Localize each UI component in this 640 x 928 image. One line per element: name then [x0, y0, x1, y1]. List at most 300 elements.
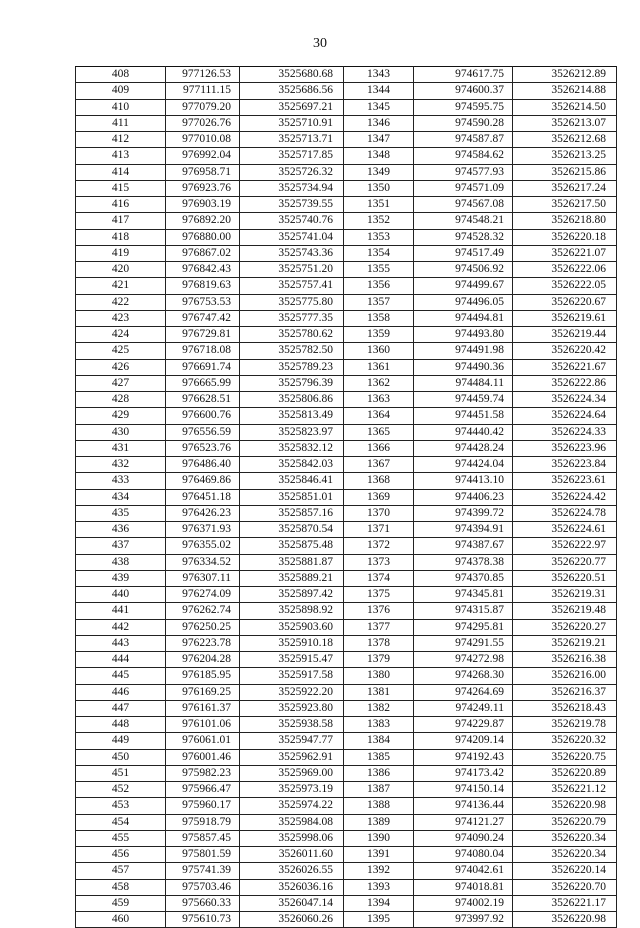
y-coordinate-right-cell: 3526214.88	[513, 83, 617, 99]
x-coordinate-right-cell: 974264.69	[414, 684, 513, 700]
point-number-right-cell: 1349	[344, 164, 414, 180]
x-coordinate-right-cell: 974496.05	[414, 294, 513, 310]
point-number-left-cell: 414	[76, 164, 166, 180]
x-coordinate-left-cell: 975918.79	[166, 814, 240, 830]
y-coordinate-left-cell: 3525974.22	[240, 798, 344, 814]
y-coordinate-left-cell: 3525898.92	[240, 603, 344, 619]
point-number-left-cell: 426	[76, 359, 166, 375]
table-row	[76, 473, 617, 489]
y-coordinate-right-cell: 3526224.34	[513, 392, 617, 408]
y-coordinate-right-cell: 3526221.17	[513, 895, 617, 911]
y-coordinate-left-cell: 3525686.56	[240, 83, 344, 99]
table-row	[76, 749, 617, 765]
point-number-left-cell: 413	[76, 148, 166, 164]
point-number-right-cell: 1373	[344, 554, 414, 570]
table-row	[76, 229, 617, 245]
point-number-right-cell: 1377	[344, 619, 414, 635]
x-coordinate-right-cell: 974370.85	[414, 570, 513, 586]
point-number-right-cell: 1355	[344, 262, 414, 278]
point-number-left-cell: 411	[76, 115, 166, 131]
y-coordinate-left-cell: 3525938.58	[240, 717, 344, 733]
x-coordinate-left-cell: 976747.42	[166, 310, 240, 326]
x-coordinate-right-cell: 974484.11	[414, 375, 513, 391]
x-coordinate-right-cell: 974617.75	[414, 67, 513, 83]
point-number-left-cell: 429	[76, 408, 166, 424]
point-number-left-cell: 442	[76, 619, 166, 635]
point-number-left-cell: 449	[76, 733, 166, 749]
y-coordinate-left-cell: 3525775.80	[240, 294, 344, 310]
x-coordinate-left-cell: 975703.46	[166, 879, 240, 895]
point-number-right-cell: 1365	[344, 424, 414, 440]
point-number-right-cell: 1362	[344, 375, 414, 391]
y-coordinate-right-cell: 3526223.84	[513, 457, 617, 473]
y-coordinate-left-cell: 3525915.47	[240, 652, 344, 668]
table-row	[76, 99, 617, 115]
x-coordinate-left-cell: 976842.43	[166, 262, 240, 278]
x-coordinate-right-cell: 974387.67	[414, 538, 513, 554]
x-coordinate-right-cell: 974345.81	[414, 587, 513, 603]
x-coordinate-right-cell: 974378.38	[414, 554, 513, 570]
table-row	[76, 310, 617, 326]
x-coordinate-right-cell: 974315.87	[414, 603, 513, 619]
table-row	[76, 245, 617, 261]
y-coordinate-left-cell: 3525875.48	[240, 538, 344, 554]
x-coordinate-left-cell: 976355.02	[166, 538, 240, 554]
x-coordinate-right-cell: 974587.87	[414, 132, 513, 148]
point-number-right-cell: 1387	[344, 782, 414, 798]
point-number-left-cell: 452	[76, 782, 166, 798]
point-number-right-cell: 1395	[344, 912, 414, 928]
point-number-right-cell: 1351	[344, 197, 414, 213]
table-row	[76, 782, 617, 798]
point-number-left-cell: 459	[76, 895, 166, 911]
y-coordinate-left-cell: 3525910.18	[240, 635, 344, 651]
x-coordinate-right-cell: 974493.80	[414, 327, 513, 343]
point-number-left-cell: 435	[76, 505, 166, 521]
point-number-left-cell: 448	[76, 717, 166, 733]
x-coordinate-left-cell: 976426.23	[166, 505, 240, 521]
y-coordinate-right-cell: 3526220.32	[513, 733, 617, 749]
y-coordinate-left-cell: 3525881.87	[240, 554, 344, 570]
x-coordinate-left-cell: 977010.08	[166, 132, 240, 148]
point-number-left-cell: 423	[76, 310, 166, 326]
point-number-right-cell: 1357	[344, 294, 414, 310]
y-coordinate-left-cell: 3525832.12	[240, 440, 344, 456]
y-coordinate-right-cell: 3526220.27	[513, 619, 617, 635]
table-row	[76, 847, 617, 863]
x-coordinate-left-cell: 975857.45	[166, 830, 240, 846]
point-number-left-cell: 438	[76, 554, 166, 570]
y-coordinate-right-cell: 3526220.34	[513, 847, 617, 863]
x-coordinate-right-cell: 974584.62	[414, 148, 513, 164]
y-coordinate-left-cell: 3525857.16	[240, 505, 344, 521]
table-row	[76, 327, 617, 343]
point-number-right-cell: 1384	[344, 733, 414, 749]
table-row	[76, 684, 617, 700]
y-coordinate-right-cell: 3526219.61	[513, 310, 617, 326]
x-coordinate-left-cell: 976718.08	[166, 343, 240, 359]
x-coordinate-left-cell: 976600.76	[166, 408, 240, 424]
x-coordinate-right-cell: 974173.42	[414, 765, 513, 781]
y-coordinate-left-cell: 3526026.55	[240, 863, 344, 879]
table-row	[76, 912, 617, 928]
x-coordinate-right-cell: 974577.93	[414, 164, 513, 180]
point-number-right-cell: 1364	[344, 408, 414, 424]
x-coordinate-left-cell: 976161.37	[166, 700, 240, 716]
table-row	[76, 587, 617, 603]
y-coordinate-left-cell: 3525806.86	[240, 392, 344, 408]
table-row	[76, 895, 617, 911]
y-coordinate-right-cell: 3526216.37	[513, 684, 617, 700]
point-number-left-cell: 457	[76, 863, 166, 879]
table-row	[76, 765, 617, 781]
point-number-right-cell: 1361	[344, 359, 414, 375]
x-coordinate-right-cell: 974192.43	[414, 749, 513, 765]
table-row	[76, 733, 617, 749]
x-coordinate-right-cell: 974291.55	[414, 635, 513, 651]
point-number-right-cell: 1347	[344, 132, 414, 148]
y-coordinate-right-cell: 3526220.79	[513, 814, 617, 830]
x-coordinate-left-cell: 976169.25	[166, 684, 240, 700]
table-row	[76, 392, 617, 408]
point-number-right-cell: 1371	[344, 522, 414, 538]
y-coordinate-right-cell: 3526224.42	[513, 489, 617, 505]
y-coordinate-left-cell: 3526060.26	[240, 912, 344, 928]
point-number-right-cell: 1392	[344, 863, 414, 879]
point-number-left-cell: 460	[76, 912, 166, 928]
y-coordinate-right-cell: 3526220.18	[513, 229, 617, 245]
x-coordinate-right-cell: 974136.44	[414, 798, 513, 814]
point-number-left-cell: 430	[76, 424, 166, 440]
x-coordinate-left-cell: 976753.53	[166, 294, 240, 310]
point-number-left-cell: 410	[76, 99, 166, 115]
x-coordinate-right-cell: 974440.42	[414, 424, 513, 440]
x-coordinate-left-cell: 976274.09	[166, 587, 240, 603]
x-coordinate-right-cell: 974528.32	[414, 229, 513, 245]
point-number-right-cell: 1366	[344, 440, 414, 456]
y-coordinate-right-cell: 3526216.38	[513, 652, 617, 668]
table-row	[76, 408, 617, 424]
table-row	[76, 814, 617, 830]
point-number-right-cell: 1372	[344, 538, 414, 554]
x-coordinate-right-cell: 974571.09	[414, 180, 513, 196]
y-coordinate-right-cell: 3526220.67	[513, 294, 617, 310]
x-coordinate-right-cell: 974428.24	[414, 440, 513, 456]
x-coordinate-right-cell: 974272.98	[414, 652, 513, 668]
y-coordinate-left-cell: 3525739.55	[240, 197, 344, 213]
point-number-right-cell: 1353	[344, 229, 414, 245]
y-coordinate-left-cell: 3525917.58	[240, 668, 344, 684]
y-coordinate-left-cell: 3525984.08	[240, 814, 344, 830]
table-row	[76, 522, 617, 538]
y-coordinate-left-cell: 3525726.32	[240, 164, 344, 180]
point-number-left-cell: 453	[76, 798, 166, 814]
y-coordinate-left-cell: 3525697.21	[240, 99, 344, 115]
x-coordinate-right-cell: 974499.67	[414, 278, 513, 294]
table-row	[76, 132, 617, 148]
y-coordinate-right-cell: 3526220.42	[513, 343, 617, 359]
point-number-left-cell: 454	[76, 814, 166, 830]
table-row	[76, 700, 617, 716]
point-number-right-cell: 1352	[344, 213, 414, 229]
table-row	[76, 424, 617, 440]
y-coordinate-left-cell: 3525743.36	[240, 245, 344, 261]
x-coordinate-right-cell: 974459.74	[414, 392, 513, 408]
table-row	[76, 489, 617, 505]
y-coordinate-left-cell: 3525813.49	[240, 408, 344, 424]
point-number-right-cell: 1367	[344, 457, 414, 473]
table-row	[76, 83, 617, 99]
point-number-left-cell: 450	[76, 749, 166, 765]
y-coordinate-right-cell: 3526224.64	[513, 408, 617, 424]
y-coordinate-right-cell: 3526220.75	[513, 749, 617, 765]
y-coordinate-right-cell: 3526223.61	[513, 473, 617, 489]
x-coordinate-left-cell: 976523.76	[166, 440, 240, 456]
y-coordinate-right-cell: 3526219.48	[513, 603, 617, 619]
point-number-right-cell: 1363	[344, 392, 414, 408]
table-row	[76, 164, 617, 180]
x-coordinate-left-cell: 976469.86	[166, 473, 240, 489]
x-coordinate-left-cell: 977026.76	[166, 115, 240, 131]
y-coordinate-left-cell: 3525680.68	[240, 67, 344, 83]
y-coordinate-right-cell: 3526219.21	[513, 635, 617, 651]
y-coordinate-right-cell: 3526220.77	[513, 554, 617, 570]
point-number-right-cell: 1358	[344, 310, 414, 326]
point-number-left-cell: 433	[76, 473, 166, 489]
point-number-left-cell: 455	[76, 830, 166, 846]
table-row	[76, 798, 617, 814]
y-coordinate-left-cell: 3525741.04	[240, 229, 344, 245]
y-coordinate-right-cell: 3526217.24	[513, 180, 617, 196]
x-coordinate-left-cell: 975801.59	[166, 847, 240, 863]
point-number-right-cell: 1385	[344, 749, 414, 765]
y-coordinate-left-cell: 3525823.97	[240, 424, 344, 440]
y-coordinate-left-cell: 3525973.19	[240, 782, 344, 798]
y-coordinate-left-cell: 3526036.16	[240, 879, 344, 895]
y-coordinate-right-cell: 3526220.34	[513, 830, 617, 846]
x-coordinate-left-cell: 976729.81	[166, 327, 240, 343]
table-row	[76, 197, 617, 213]
table-row	[76, 262, 617, 278]
x-coordinate-right-cell: 974080.04	[414, 847, 513, 863]
x-coordinate-right-cell: 974413.10	[414, 473, 513, 489]
y-coordinate-right-cell: 3526221.67	[513, 359, 617, 375]
x-coordinate-right-cell: 974295.81	[414, 619, 513, 635]
table-row	[76, 652, 617, 668]
x-coordinate-right-cell: 974042.61	[414, 863, 513, 879]
x-coordinate-right-cell: 974002.19	[414, 895, 513, 911]
table-row	[76, 375, 617, 391]
point-number-right-cell: 1376	[344, 603, 414, 619]
y-coordinate-right-cell: 3526221.07	[513, 245, 617, 261]
x-coordinate-right-cell: 974517.49	[414, 245, 513, 261]
x-coordinate-right-cell: 974399.72	[414, 505, 513, 521]
y-coordinate-left-cell: 3525903.60	[240, 619, 344, 635]
y-coordinate-right-cell: 3526224.61	[513, 522, 617, 538]
x-coordinate-left-cell: 976307.11	[166, 570, 240, 586]
table-row	[76, 603, 617, 619]
point-number-left-cell: 456	[76, 847, 166, 863]
x-coordinate-left-cell: 976185.95	[166, 668, 240, 684]
y-coordinate-right-cell: 3526219.31	[513, 587, 617, 603]
y-coordinate-right-cell: 3526219.44	[513, 327, 617, 343]
y-coordinate-left-cell: 3525717.85	[240, 148, 344, 164]
y-coordinate-right-cell: 3526219.78	[513, 717, 617, 733]
point-number-right-cell: 1360	[344, 343, 414, 359]
page-number: 30	[313, 36, 327, 51]
y-coordinate-right-cell: 3526222.06	[513, 262, 617, 278]
point-number-right-cell: 1390	[344, 830, 414, 846]
x-coordinate-left-cell: 975966.47	[166, 782, 240, 798]
x-coordinate-left-cell: 976819.63	[166, 278, 240, 294]
point-number-right-cell: 1344	[344, 83, 414, 99]
x-coordinate-right-cell: 974121.27	[414, 814, 513, 830]
point-number-left-cell: 437	[76, 538, 166, 554]
y-coordinate-right-cell: 3526221.12	[513, 782, 617, 798]
point-number-right-cell: 1382	[344, 700, 414, 716]
point-number-left-cell: 425	[76, 343, 166, 359]
y-coordinate-left-cell: 3525897.42	[240, 587, 344, 603]
point-number-left-cell: 421	[76, 278, 166, 294]
point-number-right-cell: 1350	[344, 180, 414, 196]
y-coordinate-left-cell: 3525751.20	[240, 262, 344, 278]
point-number-left-cell: 422	[76, 294, 166, 310]
coordinates-table	[75, 66, 617, 928]
x-coordinate-left-cell: 976880.00	[166, 229, 240, 245]
x-coordinate-left-cell: 976204.28	[166, 652, 240, 668]
point-number-left-cell: 418	[76, 229, 166, 245]
y-coordinate-right-cell: 3526212.68	[513, 132, 617, 148]
table-row	[76, 505, 617, 521]
point-number-right-cell: 1369	[344, 489, 414, 505]
point-number-right-cell: 1354	[344, 245, 414, 261]
x-coordinate-left-cell: 975982.23	[166, 765, 240, 781]
y-coordinate-left-cell: 3525780.62	[240, 327, 344, 343]
y-coordinate-right-cell: 3526224.78	[513, 505, 617, 521]
x-coordinate-left-cell: 976665.99	[166, 375, 240, 391]
point-number-right-cell: 1388	[344, 798, 414, 814]
x-coordinate-left-cell: 976867.02	[166, 245, 240, 261]
table-row	[76, 538, 617, 554]
y-coordinate-left-cell: 3525846.41	[240, 473, 344, 489]
point-number-right-cell: 1348	[344, 148, 414, 164]
y-coordinate-left-cell: 3525870.54	[240, 522, 344, 538]
x-coordinate-left-cell: 975960.17	[166, 798, 240, 814]
y-coordinate-right-cell: 3526224.33	[513, 424, 617, 440]
y-coordinate-left-cell: 3525851.01	[240, 489, 344, 505]
table-row	[76, 879, 617, 895]
point-number-right-cell: 1394	[344, 895, 414, 911]
y-coordinate-left-cell: 3525710.91	[240, 115, 344, 131]
y-coordinate-left-cell: 3526047.14	[240, 895, 344, 911]
point-number-right-cell: 1346	[344, 115, 414, 131]
x-coordinate-right-cell: 974548.21	[414, 213, 513, 229]
point-number-left-cell: 427	[76, 375, 166, 391]
point-number-right-cell: 1386	[344, 765, 414, 781]
x-coordinate-left-cell: 976556.59	[166, 424, 240, 440]
table-row	[76, 619, 617, 635]
x-coordinate-left-cell: 975610.73	[166, 912, 240, 928]
x-coordinate-right-cell: 973997.92	[414, 912, 513, 928]
y-coordinate-left-cell: 3525998.06	[240, 830, 344, 846]
x-coordinate-right-cell: 974229.87	[414, 717, 513, 733]
x-coordinate-left-cell: 976101.06	[166, 717, 240, 733]
x-coordinate-right-cell: 974600.37	[414, 83, 513, 99]
point-number-left-cell: 424	[76, 327, 166, 343]
point-number-left-cell: 431	[76, 440, 166, 456]
point-number-left-cell: 416	[76, 197, 166, 213]
x-coordinate-right-cell: 974491.98	[414, 343, 513, 359]
x-coordinate-right-cell: 974209.14	[414, 733, 513, 749]
x-coordinate-right-cell: 974406.23	[414, 489, 513, 505]
y-coordinate-right-cell: 3526220.89	[513, 765, 617, 781]
x-coordinate-right-cell: 974567.08	[414, 197, 513, 213]
x-coordinate-left-cell: 976992.04	[166, 148, 240, 164]
table-row	[76, 67, 617, 83]
y-coordinate-left-cell: 3525969.00	[240, 765, 344, 781]
x-coordinate-left-cell: 976628.51	[166, 392, 240, 408]
table-row	[76, 457, 617, 473]
table-row	[76, 863, 617, 879]
point-number-left-cell: 458	[76, 879, 166, 895]
x-coordinate-right-cell: 974268.30	[414, 668, 513, 684]
x-coordinate-left-cell: 976001.46	[166, 749, 240, 765]
y-coordinate-right-cell: 3526218.43	[513, 700, 617, 716]
y-coordinate-left-cell: 3525842.03	[240, 457, 344, 473]
x-coordinate-right-cell: 974150.14	[414, 782, 513, 798]
point-number-left-cell: 409	[76, 83, 166, 99]
point-number-right-cell: 1389	[344, 814, 414, 830]
table-row	[76, 668, 617, 684]
point-number-right-cell: 1383	[344, 717, 414, 733]
y-coordinate-right-cell: 3526220.98	[513, 798, 617, 814]
point-number-left-cell: 408	[76, 67, 166, 83]
x-coordinate-left-cell: 976250.25	[166, 619, 240, 635]
point-number-left-cell: 420	[76, 262, 166, 278]
y-coordinate-left-cell: 3525922.20	[240, 684, 344, 700]
x-coordinate-left-cell: 977126.53	[166, 67, 240, 83]
point-number-right-cell: 1381	[344, 684, 414, 700]
point-number-right-cell: 1345	[344, 99, 414, 115]
table-row	[76, 294, 617, 310]
point-number-right-cell: 1375	[344, 587, 414, 603]
point-number-left-cell: 447	[76, 700, 166, 716]
table-row	[76, 343, 617, 359]
x-coordinate-right-cell: 974590.28	[414, 115, 513, 131]
table-row	[76, 830, 617, 846]
point-number-left-cell: 419	[76, 245, 166, 261]
point-number-left-cell: 412	[76, 132, 166, 148]
point-number-left-cell: 441	[76, 603, 166, 619]
y-coordinate-right-cell: 3526212.89	[513, 67, 617, 83]
table-row	[76, 180, 617, 196]
y-coordinate-left-cell: 3525777.35	[240, 310, 344, 326]
point-number-left-cell: 443	[76, 635, 166, 651]
x-coordinate-left-cell: 976903.19	[166, 197, 240, 213]
point-number-left-cell: 417	[76, 213, 166, 229]
y-coordinate-left-cell: 3526011.60	[240, 847, 344, 863]
x-coordinate-left-cell: 975741.39	[166, 863, 240, 879]
table-row	[76, 148, 617, 164]
y-coordinate-right-cell: 3526216.00	[513, 668, 617, 684]
y-coordinate-left-cell: 3525962.91	[240, 749, 344, 765]
y-coordinate-right-cell: 3526215.86	[513, 164, 617, 180]
x-coordinate-right-cell: 974394.91	[414, 522, 513, 538]
point-number-right-cell: 1370	[344, 505, 414, 521]
y-coordinate-right-cell: 3526218.80	[513, 213, 617, 229]
point-number-right-cell: 1380	[344, 668, 414, 684]
x-coordinate-right-cell: 974595.75	[414, 99, 513, 115]
